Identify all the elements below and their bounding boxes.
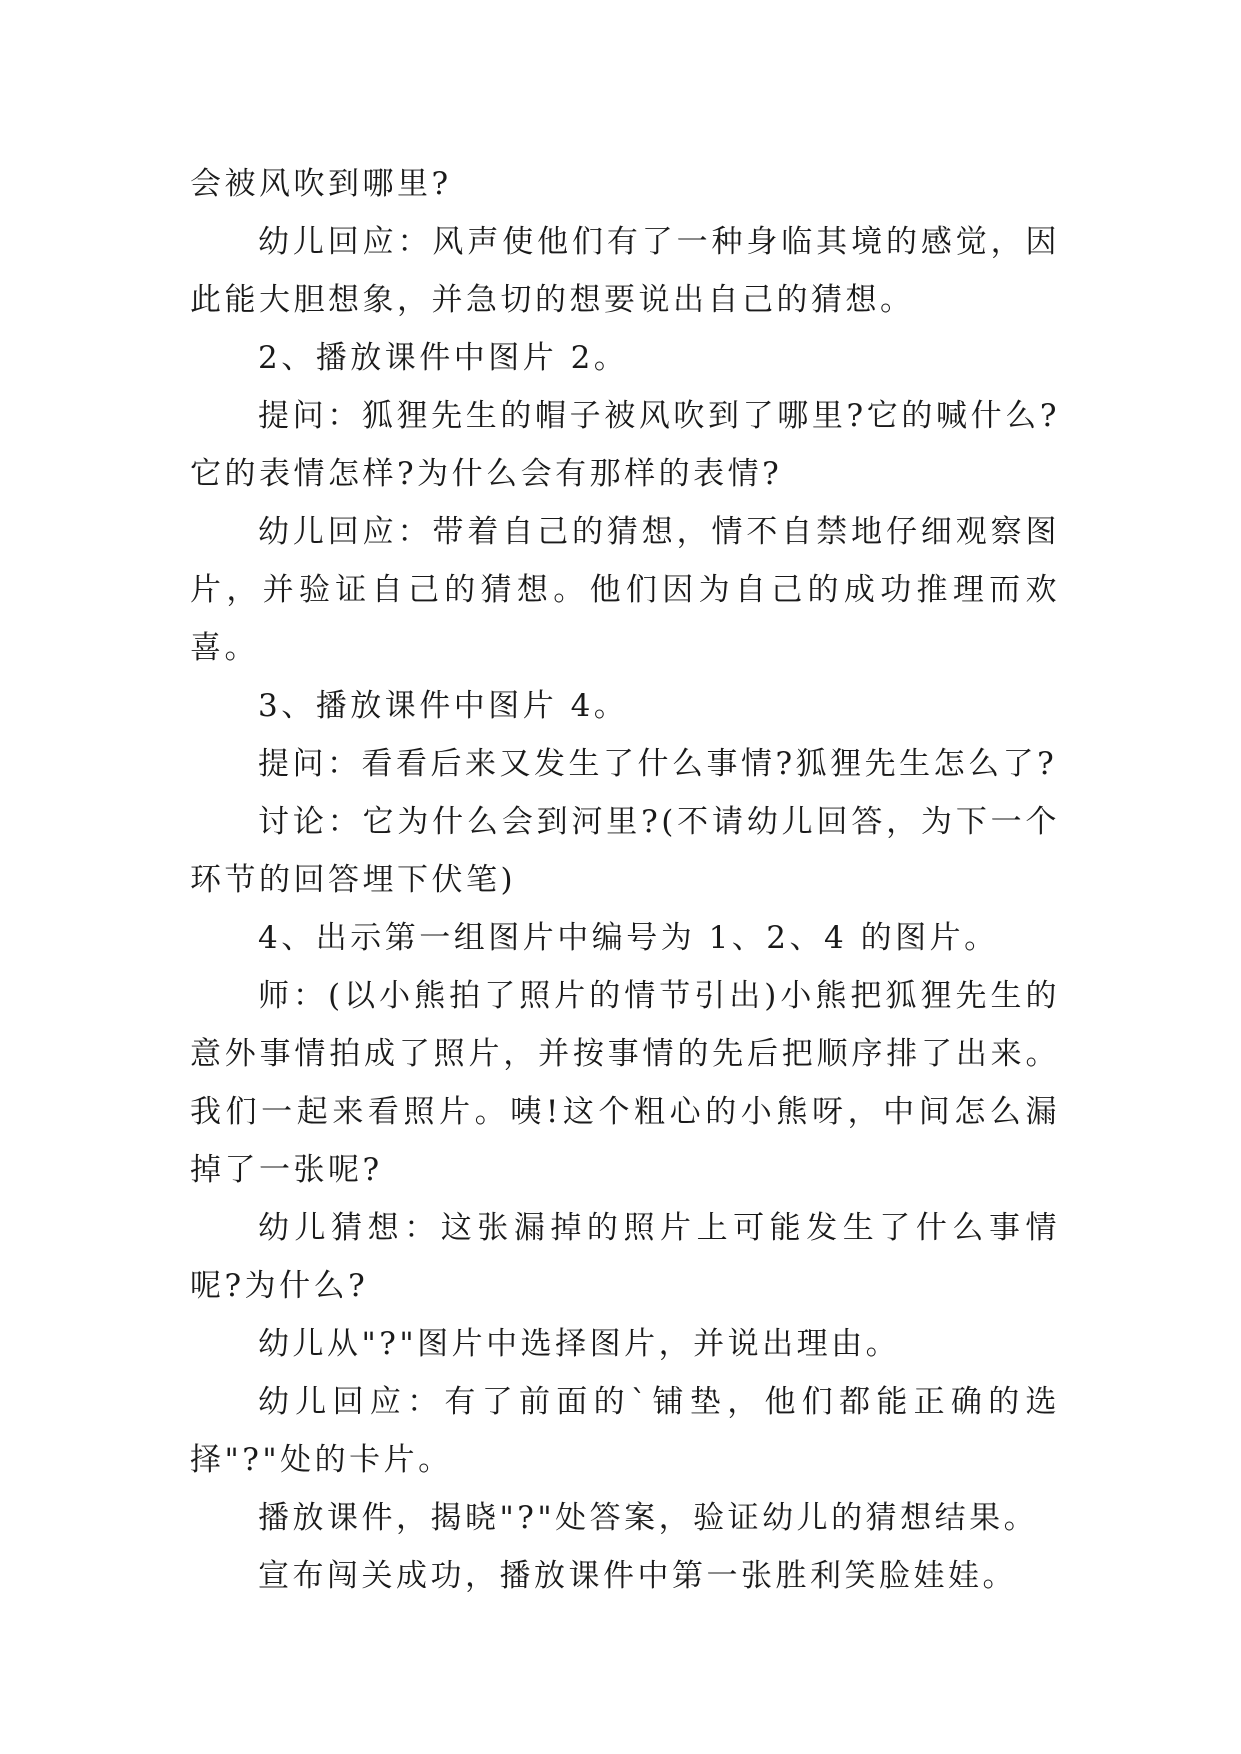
paragraph: 幼儿回应：风声使他们有了一种身临其境的感觉，因此能大胆想象，并急切的想要说出自己的猜想。 (190, 224, 1060, 318)
paragraph: 提问：看看后来又发生了什么事情?狐狸先生怎么了? (258, 746, 1058, 782)
paragraph: 幼儿回应：带着自己的猜想，情不自禁地仔细观察图片，并验证自己的猜想。他们因为自己的成功推理而欢喜。 (190, 514, 1060, 666)
paragraph: 播放课件，揭晓"?"处答案，验证幼儿的猜想结果。 (258, 1500, 1039, 1536)
paragraph: 讨论：它为什么会到河里?(不请幼儿回答，为下一个环节的回答埋下伏笔) (190, 804, 1060, 898)
paragraph: 宣布闯关成功，播放课件中第一张胜利笑脸娃娃。 (258, 1558, 1017, 1594)
paragraph: 师：(以小熊拍了照片的情节引出)小熊把狐狸先生的意外事情拍成了照片，并按事情的先后把顺序排了出来。我们一起来看照片。咦!这个粗心的小熊呀，中间怎么漏掉了一张呢? (190, 978, 1060, 1188)
paragraph: 幼儿从"?"图片中选择图片，并说出理由。 (258, 1326, 901, 1362)
paragraph: 幼儿猜想：这张漏掉的照片上可能发生了什么事情呢?为什么? (190, 1210, 1060, 1304)
paragraph: 幼儿回应：有了前面的`铺垫，他们都能正确的选择"?"处的卡片。 (190, 1384, 1060, 1478)
document-body (190, 155, 1060, 1605)
paragraph: 会被风吹到哪里? (190, 166, 452, 202)
paragraph: 2、播放课件中图片 2。 (258, 340, 629, 376)
paragraph: 4、出示第一组图片中编号为 1、2、4 的图片。 (258, 920, 999, 956)
paragraph: 提问：狐狸先生的帽子被风吹到了哪里?它的喊什么?它的表情怎样?为什么会有那样的表情? (190, 398, 1060, 492)
paragraph: 3、播放课件中图片 4。 (258, 688, 629, 724)
